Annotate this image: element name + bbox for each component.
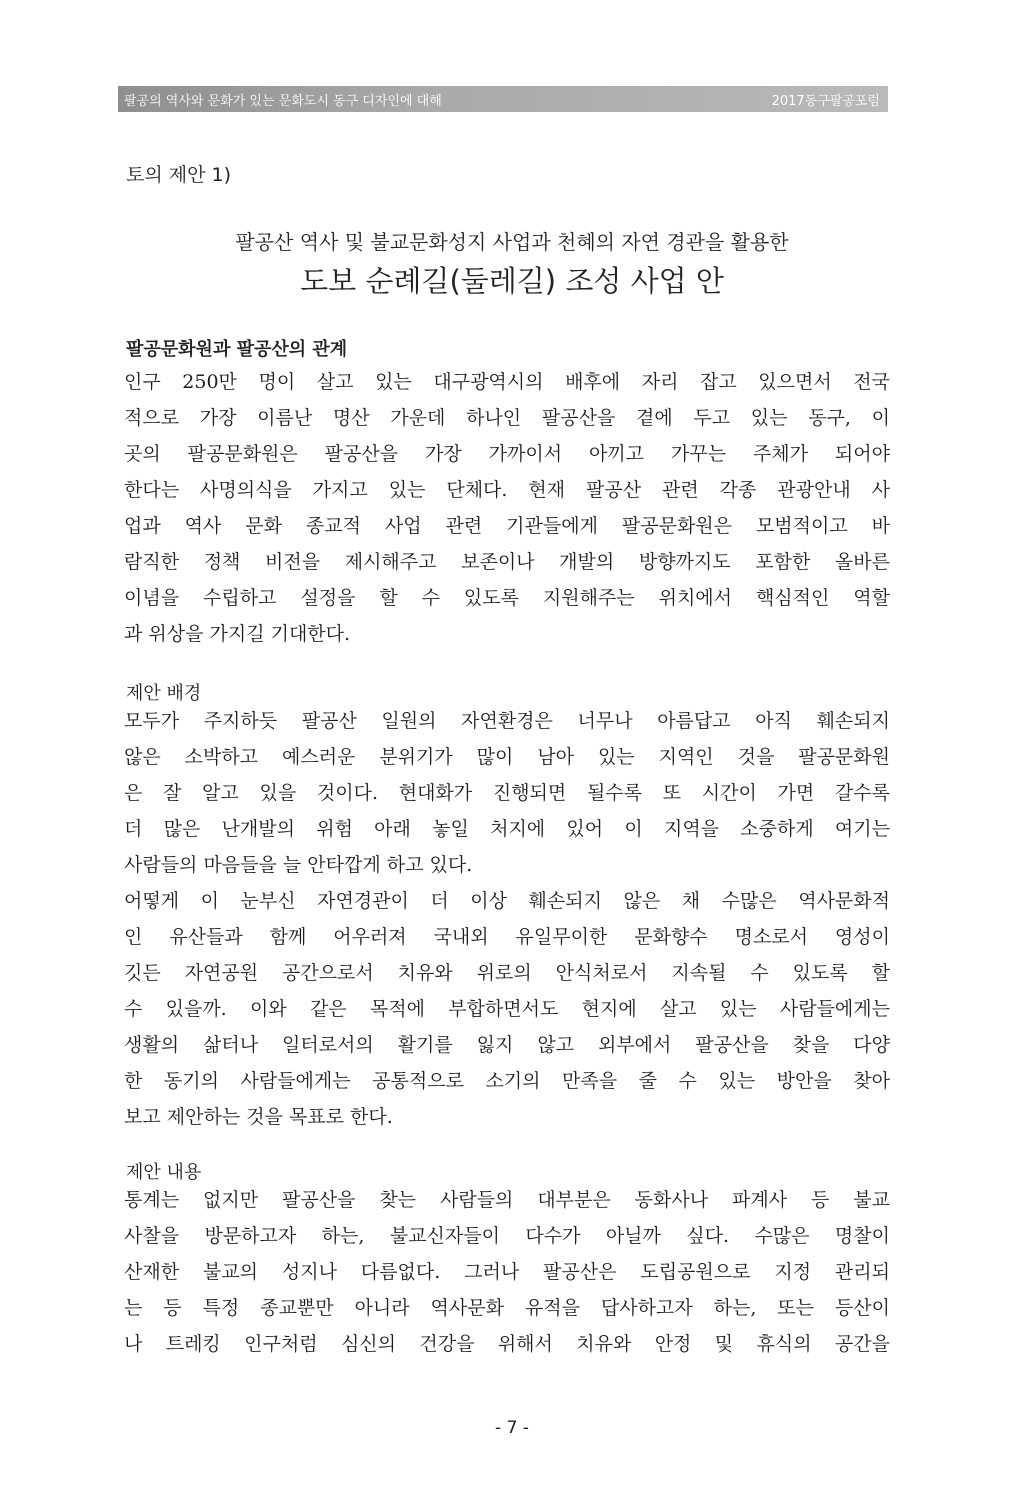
paragraph-relationship: [124, 364, 890, 652]
text-line: 적으로 가장 이름난 명산 가운데 하나인 팔공산을 곁에 두고 있는 동구, 이: [124, 407, 890, 429]
text-line: 않은 소박하고 예스러운 분위기가 많이 남아 있는 지역인 것을 팔공문화원: [124, 746, 890, 768]
text-line: 은 잘 알고 있을 것이다. 현대화가 진행되면 될수록 또 시간이 가면 갈수록: [124, 782, 890, 804]
text-line: 업과 역사 문화 종교적 사업 관련 기관들에게 팔공문화원은 모범적이고 바: [124, 515, 890, 537]
text-line: 곳의 팔공문화원은 팔공산을 가장 가까이서 아끼고 가꾸는 주체가 되어야: [124, 443, 890, 465]
heading-content: 제안 내용: [126, 1162, 202, 1183]
heading-relationship: 팔공문화원과 팔공산의 관계: [126, 339, 348, 360]
running-header-title: 팔공의 역사와 문화가 있는 문화도시 동구 디자인에 대해: [124, 93, 442, 109]
running-header-forum: 2017동구팔공포럼: [771, 93, 880, 109]
paragraph-background: [124, 703, 890, 1135]
page-number: - 7 -: [495, 1418, 529, 1438]
text-line: 한 동기의 사람들에게는 공통적으로 소기의 만족을 줄 수 있는 방안을 찾아: [124, 1070, 890, 1092]
text-line: 수 있을까. 이와 같은 목적에 부합하면서도 현지에 살고 있는 사람들에게는: [124, 998, 890, 1020]
text-line: 인구 250만 명이 살고 있는 대구광역시의 배후에 자리 잡고 있으면서 전국: [124, 371, 890, 393]
text-line: 인 유산들과 함께 어우러져 국내외 유일무이한 문화향수 명소로서 영성이: [124, 926, 890, 948]
text-line: 보고 제안하는 것을 목표로 한다.: [124, 1106, 393, 1128]
text-line: 나 트레킹 인구처럼 심신의 건강을 위해서 치유와 안정 및 휴식의 공간을: [124, 1333, 890, 1355]
text-line: 산재한 불교의 성지나 다름없다. 그러나 팔공산은 도립공원으로 지정 관리되: [124, 1261, 890, 1283]
section-label: 토의 제안 1): [126, 164, 231, 186]
text-line: 어떻게 이 눈부신 자연경관이 더 이상 훼손되지 않은 채 수많은 역사문화적: [124, 890, 890, 912]
text-line: 깃든 자연공원 공간으로서 치유와 위로의 안식처로서 지속될 수 있도록 할: [124, 962, 890, 984]
text-line: 는 등 특정 종교뿐만 아니라 역사문화 유적을 답사하고자 하는, 또는 등산이: [124, 1297, 890, 1319]
text-line: 이념을 수립하고 설정을 할 수 있도록 지원해주는 위치에서 핵심적인 역할: [124, 587, 890, 609]
text-line: 생활의 삶터나 일터로서의 활기를 잃지 않고 외부에서 팔공산을 찾을 다양: [124, 1034, 890, 1056]
text-line: 사찰을 방문하고자 하는, 불교신자들이 다수가 아닐까 싶다. 수많은 명찰이: [124, 1225, 890, 1247]
paragraph-content: [124, 1182, 890, 1362]
text-line: 통계는 없지만 팔공산을 찾는 사람들의 대부분은 동화사나 파계사 등 불교: [124, 1189, 890, 1211]
text-line: 람직한 정책 비전을 제시해주고 보존이나 개발의 방향까지도 포함한 올바른: [124, 551, 890, 573]
running-header: [118, 86, 888, 112]
text-line: 한다는 사명의식을 가지고 있는 단체다. 현재 팔공산 관련 각종 관광안내 사: [124, 479, 890, 501]
document-subtitle: 팔공산 역사 및 불교문화성지 사업과 천혜의 자연 경관을 활용한: [235, 230, 789, 254]
text-line: 모두가 주지하듯 팔공산 일원의 자연환경은 너무나 아름답고 아직 훼손되지: [124, 710, 890, 732]
text-line: 사람들의 마음들을 늘 안타깝게 하고 있다.: [124, 854, 473, 876]
text-line: 과 위상을 가지길 기대한다.: [124, 623, 351, 645]
heading-background: 제안 배경: [126, 683, 202, 704]
document-title: 도보 순례길(둘레길) 조성 사업 안: [300, 264, 724, 298]
text-line: 더 많은 난개발의 위험 아래 놓일 처지에 있어 이 지역을 소중하게 여기는: [124, 818, 890, 840]
